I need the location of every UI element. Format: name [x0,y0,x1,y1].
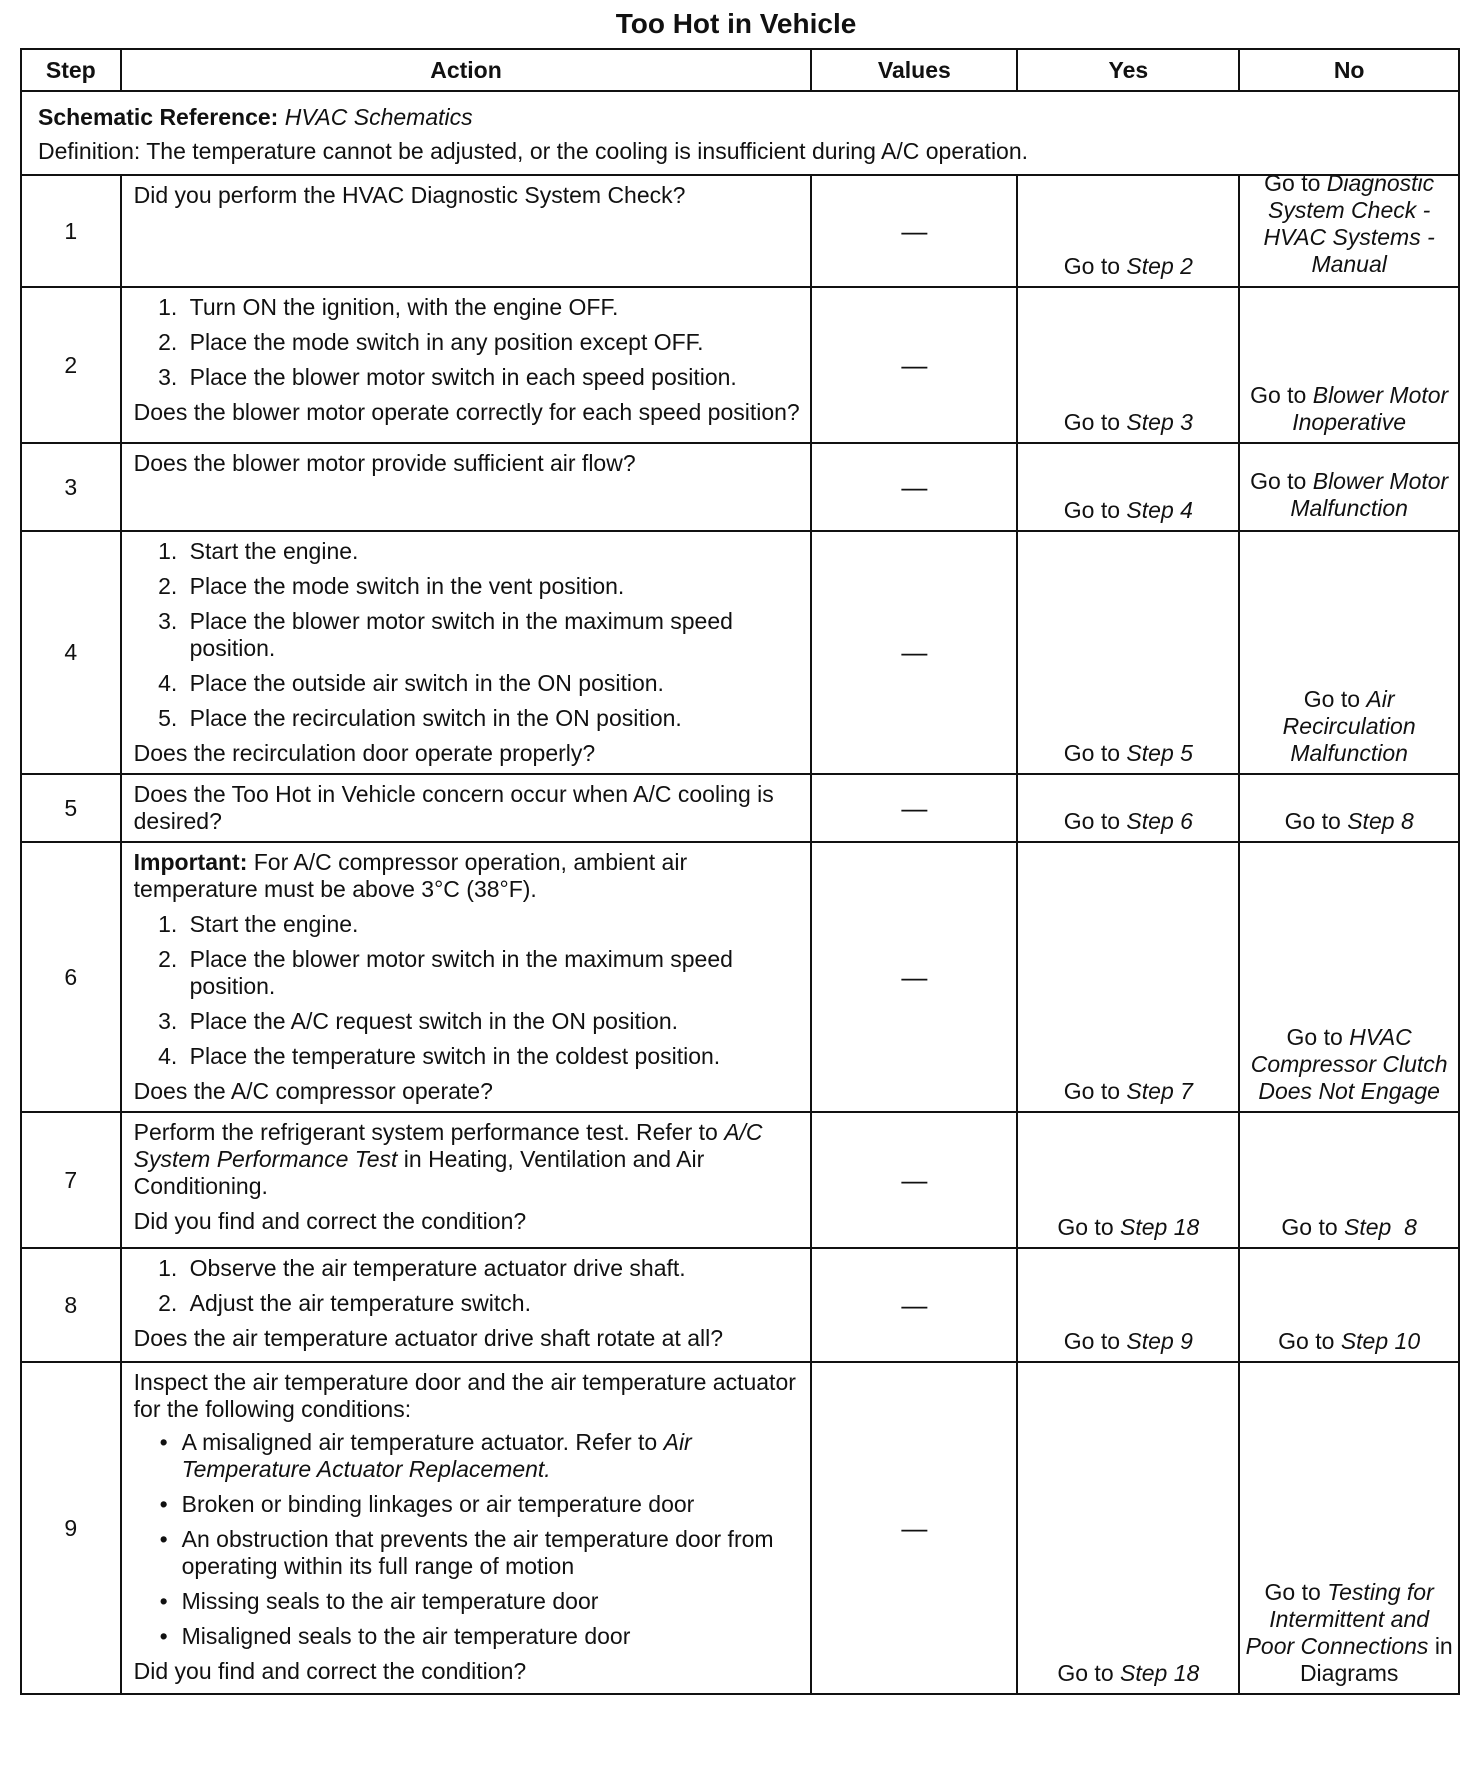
important-note: Important: For A/C compressor operation, ambient air temperature must be above 3°C (38°F). [133,849,688,902]
yes-cell: Go to Step 18 [1017,1362,1239,1694]
procedure-list [134,911,801,1070]
header-step: Step [21,49,121,91]
procedure-list [134,538,801,732]
yes-cell: Go to Step 9 [1017,1248,1239,1362]
action-question: Did you perform the HVAC Diagnostic System Check? [133,182,686,208]
step-number: 9 [21,1362,121,1694]
no-cell: Go to Step 8 [1239,774,1459,842]
action-question: Does the blower motor provide sufficient air flow? [133,450,636,476]
yes-step-link[interactable]: Step 4 [1126,497,1193,523]
list-item: 3. Place the blower motor switch in each speed position. [184,364,801,391]
no-link[interactable]: Blower Motor Inoperative [1292,382,1449,435]
table-row [21,287,1459,443]
step-number: 1 [21,175,121,287]
action-question: Does the blower motor operate correctly for each speed position? [133,399,800,425]
no-cell: Go to HVAC Compressor Clutch Does Not Engage [1239,842,1459,1112]
no-cell: Go to Step 10 [1239,1248,1459,1362]
page-title: Too Hot in Vehicle [615,8,857,39]
procedure-list [134,294,801,391]
list-item: 5. Place the recirculation switch in the ON position. [184,705,801,732]
action-question: Did you find and correct the condition? [133,1208,527,1234]
step-number: 8 [21,1248,121,1362]
important-label: Important: [133,849,248,875]
step-number: 5 [21,774,121,842]
yes-cell: Go to Step 18 [1017,1112,1239,1248]
actuator-replacement-link[interactable]: Air Temperature Actuator Replacement. [181,1429,692,1482]
table-row [21,1362,1459,1694]
yes-cell: Go to Step 3 [1017,287,1239,443]
values-cell: — [811,443,1017,531]
values-cell: — [811,175,1017,287]
header-yes: Yes [1017,49,1239,91]
header-values: Values [811,49,1017,91]
no-cell: Go to Air Recirculation Malfunction [1239,531,1459,774]
yes-step-link[interactable]: Step 6 [1126,808,1193,834]
table-row [21,842,1459,1112]
action-cell [121,774,812,842]
action-instruction: Perform the refrigerant system performance test. Refer to A/C System Performance Test in Heating, Ventilation and Air Conditioning. [133,1119,763,1199]
step-number: 7 [21,1112,121,1248]
action-question: Does the Too Hot in Vehicle concern occur when A/C cooling is desired? [133,781,774,834]
yes-step-link[interactable]: Step 7 [1126,1078,1193,1104]
no-link[interactable]: Testing for Intermittent and Poor Connections [1245,1579,1434,1659]
table-row [21,1112,1459,1248]
yes-cell: Go to Step 7 [1017,842,1239,1112]
list-item: • Broken or binding linkages or air temperature door [174,1491,801,1518]
action-cell [121,443,812,531]
action-cell [121,287,812,443]
schematic-reference-link[interactable]: HVAC Schematics [284,104,473,130]
action-cell [121,531,812,774]
action-instruction: Inspect the air temperature door and the air temperature actuator for the following conditions: [133,1369,796,1422]
list-item: • Missing seals to the air temperature door [174,1588,801,1615]
yes-cell: Go to Step 6 [1017,774,1239,842]
list-item: 1. Start the engine. [184,911,801,938]
no-cell: Go to Step 8 [1239,1112,1459,1248]
action-cell [121,842,812,1112]
no-link[interactable]: Blower Motor Malfunction [1290,468,1449,521]
yes-step-link[interactable]: Step 9 [1126,1328,1193,1354]
values-cell: — [811,774,1017,842]
action-cell [121,175,812,287]
no-step-link[interactable]: Step 8 [1347,808,1414,834]
values-cell: — [811,1362,1017,1694]
yes-step-link[interactable]: Step 3 [1126,409,1193,435]
list-item: 4. Place the outside air switch in the ON position. [184,670,801,697]
no-step-link[interactable]: Step 8 [1344,1214,1417,1240]
step-number: 6 [21,842,121,1112]
list-item: 3. Place the A/C request switch in the ON position. [184,1008,801,1035]
list-item: • Misaligned seals to the air temperature door [174,1623,801,1650]
no-cell: Go to Blower Motor Malfunction [1239,443,1459,531]
list-item: 1. Start the engine. [184,538,801,565]
action-question: Did you find and correct the condition? [133,1658,527,1684]
list-item: 2. Adjust the air temperature switch. [184,1290,801,1317]
values-cell: — [811,287,1017,443]
yes-step-link[interactable]: Step 18 [1120,1214,1200,1240]
no-link[interactable]: Diagnostic System Check - HVAC Systems - Manual [1263,170,1435,277]
schematic-reference-label: Schematic Reference: [38,104,279,130]
yes-cell: Go to Step 5 [1017,531,1239,774]
action-question: Does the recirculation door operate properly? [133,740,596,766]
list-item: 2. Place the blower motor switch in the maximum speed position. [184,946,801,1000]
list-item: 1. Observe the air temperature actuator drive shaft. [184,1255,801,1282]
list-item: • A misaligned air temperature actuator. Refer to Air Temperature Actuator Replacement. [174,1429,801,1483]
values-cell: — [811,531,1017,774]
yes-step-link[interactable]: Step 5 [1126,740,1193,766]
values-cell: — [811,842,1017,1112]
values-cell: — [811,1248,1017,1362]
action-cell [121,1362,812,1694]
action-cell [121,1112,812,1248]
table-row [21,175,1459,287]
no-step-link[interactable]: Step 10 [1340,1328,1421,1354]
list-item: 4. Place the temperature switch in the coldest position. [184,1043,801,1070]
yes-step-link[interactable]: Step 2 [1126,253,1193,279]
header-action: Action [121,49,812,91]
yes-step-link[interactable]: Step 18 [1120,1660,1200,1686]
definition-text: Definition: The temperature cannot be adjusted, or the cooling is insufficient during A/C operation. [38,138,1029,164]
step-number: 2 [21,287,121,443]
action-question: Does the A/C compressor operate? [133,1078,493,1104]
diagnostic-table [20,48,1460,1695]
values-cell: — [811,1112,1017,1248]
action-cell [121,1248,812,1362]
list-item: 3. Place the blower motor switch in the maximum speed position. [184,608,801,662]
condition-list [134,1429,801,1650]
action-question: Does the air temperature actuator drive shaft rotate at all? [133,1325,724,1351]
no-cell: Go to Blower Motor Inoperative [1239,287,1459,443]
procedure-list [134,1255,801,1317]
table-row [21,774,1459,842]
list-item: 1. Turn ON the ignition, with the engine OFF. [184,294,801,321]
list-item: • An obstruction that prevents the air temperature door from operating within its full range of motion [174,1526,801,1580]
reference-cell [21,91,1459,175]
list-item: 2. Place the mode switch in any position except OFF. [184,329,801,356]
header-no: No [1239,49,1459,91]
step-number: 3 [21,443,121,531]
performance-test-link[interactable]: A/C System Performance Test [133,1119,763,1172]
reference-row [21,91,1459,175]
no-cell: Go to Testing for Intermittent and Poor Connections in Diagrams [1239,1362,1459,1694]
table-row [21,531,1459,774]
no-link[interactable]: HVAC Compressor Clutch Does Not Engage [1250,1024,1448,1104]
header-row [21,49,1459,91]
table-row [21,1248,1459,1362]
yes-cell: Go to Step 2 [1017,175,1239,287]
no-cell: Go to Diagnostic System Check - HVAC Systems - Manual [1239,175,1459,287]
table-row [21,443,1459,531]
no-link[interactable]: Air Recirculation Malfunction [1282,686,1416,766]
list-item: 2. Place the mode switch in the vent position. [184,573,801,600]
yes-cell: Go to Step 4 [1017,443,1239,531]
step-number: 4 [21,531,121,774]
